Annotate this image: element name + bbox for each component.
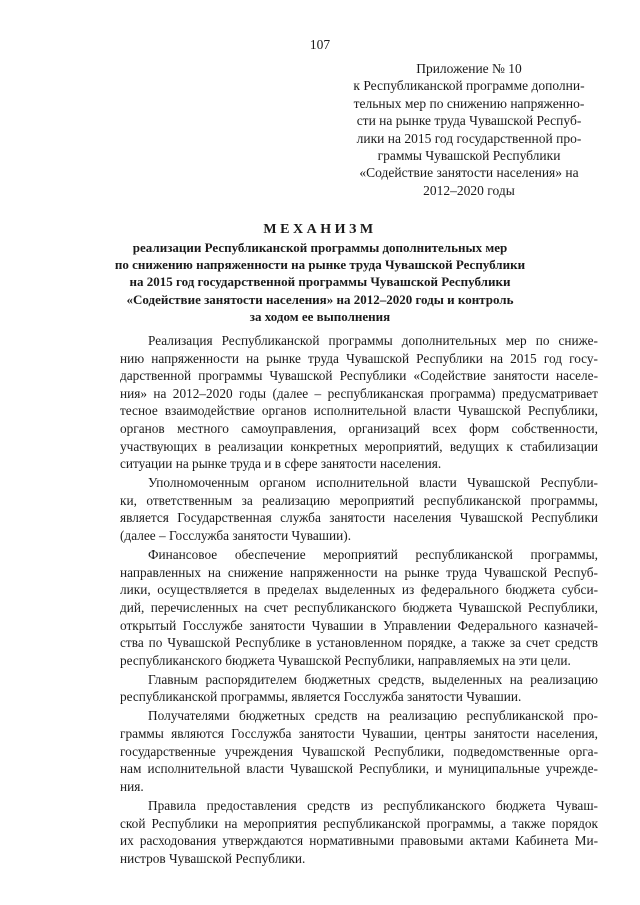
- paragraph-line: тесное взаимодействие органов исполнительной власти Чувашской Республики,: [120, 403, 598, 419]
- appendix-line: тельных мер по снижению напряженно-: [353, 95, 585, 111]
- paragraph-line: дарственной программы Чувашской Республики «Содействие занятости населе-: [120, 368, 598, 384]
- subtitle-line: за ходом ее выполнения: [249, 308, 391, 324]
- paragraph-line: Главным распорядителем бюджетных средств, выделенных на реализацию: [148, 671, 598, 687]
- appendix-line: к Республиканской программе дополни-: [353, 78, 585, 94]
- paragraph-line: государственные учреждения Чувашской Республики, подведомственные орга-: [120, 743, 598, 759]
- paragraph-line: направленных на снижение напряженности на рынке труда Чувашской Респуб-: [120, 564, 598, 580]
- paragraph: [120, 546, 598, 669]
- paragraph-line: участвующих в реализации конкретных мероприятий, ведущих к стабилизации: [120, 438, 598, 454]
- paragraph: [120, 671, 598, 706]
- paragraph-line: нистров Чувашской Республики.: [120, 850, 306, 866]
- appendix-line: 2012–2020 годы: [423, 182, 515, 198]
- paragraph-line: является Государственная служба занятости населения Чувашской Республики: [120, 510, 598, 526]
- paragraph-line: (далее – Госслужба занятости Чувашии).: [120, 528, 352, 544]
- paragraph-line: Реализация Республиканской программы дополнительных мер по сниже-: [148, 333, 598, 348]
- paragraph-line: ки, ответственным за реализацию мероприятий республиканской программы,: [120, 492, 598, 508]
- subtitle-line: на 2015 год государственной программы Чувашской Республики: [129, 274, 511, 290]
- paragraph-line: граммы являются Госслужба занятости Чувашии, центры занятости населения,: [120, 726, 598, 742]
- paragraph-line: республиканской программы, является Госслужба занятости Чувашии.: [120, 689, 522, 705]
- paragraph-line: ской Республики на мероприятия республиканской программы, а также порядок: [120, 815, 598, 831]
- paragraph: [120, 332, 598, 473]
- paragraph-line: Правила предоставления средств из республиканского бюджета Чуваш-: [148, 797, 598, 813]
- subtitle-line: по снижению напряженности на рынке труда Чувашской Республики: [114, 257, 526, 273]
- appendix-line: лики на 2015 год государственной про-: [356, 130, 582, 146]
- document-subtitle: [60, 239, 580, 325]
- paragraph-line: ситуации на рынке труда и в сфере занятости населения.: [120, 456, 442, 472]
- page-number: 107: [309, 37, 331, 52]
- appendix-line: Приложение № 10: [416, 61, 522, 76]
- document-title: МЕХАНИЗМ: [263, 222, 377, 237]
- document-title-block: [60, 222, 580, 325]
- paragraph-line: ния.: [120, 778, 144, 794]
- paragraph-line: ния» на 2012–2020 годы (далее – республиканская программа) предусматривает: [120, 385, 598, 401]
- subtitle-line: реализации Республиканской программы дополнительных мер: [132, 240, 508, 255]
- paragraph-line: республиканского бюджета Чувашской Республики, направляемых на эти цели.: [120, 652, 571, 668]
- paragraph-line: лики, осуществляется в пределах выделенных из федерального бюджета субси-: [120, 582, 598, 598]
- paragraph: [120, 474, 598, 544]
- paragraph-line: Получателями бюджетных средств на реализацию республиканской про-: [148, 708, 598, 724]
- document-body: [120, 332, 598, 869]
- appendix-line: «Содействие занятости населения» на: [359, 165, 579, 181]
- paragraph-line: Финансовое обеспечение мероприятий республиканской программы,: [148, 547, 598, 563]
- paragraph-line: открытый Госслужбе занятости Чувашии в Управлении Федерального казначей-: [120, 617, 598, 633]
- paragraph-line: нию напряженности на рынке труда Чувашской Республики на 2015 год госу-: [120, 350, 598, 366]
- paragraph-line: ства по Чувашской Республике в установленном порядке, а также за счет средств: [120, 635, 598, 651]
- paragraph-line: нам исполнительной власти Чувашской Республики, и муниципальные учрежде-: [120, 761, 598, 777]
- paragraph-line: Уполномоченным органом исполнительной власти Чувашской Республи-: [148, 475, 598, 491]
- appendix-header: [344, 60, 594, 199]
- paragraph-line: органов местного самоуправления, организаций всех форм собственности,: [120, 420, 598, 436]
- paragraph: [120, 797, 598, 867]
- appendix-line: сти на рынке труда Чувашской Респуб-: [356, 113, 582, 129]
- paragraph-line: их расходования утверждаются нормативными правовыми актами Кабинета Ми-: [120, 833, 598, 849]
- paragraph: [120, 707, 598, 795]
- appendix-line: граммы Чувашской Республики: [377, 148, 561, 164]
- paragraph-line: дий, перечисленных на счет республиканского бюджета Чувашской Республики,: [120, 599, 598, 615]
- subtitle-line: «Содействие занятости населения» на 2012–2020 годы и контроль: [126, 291, 514, 307]
